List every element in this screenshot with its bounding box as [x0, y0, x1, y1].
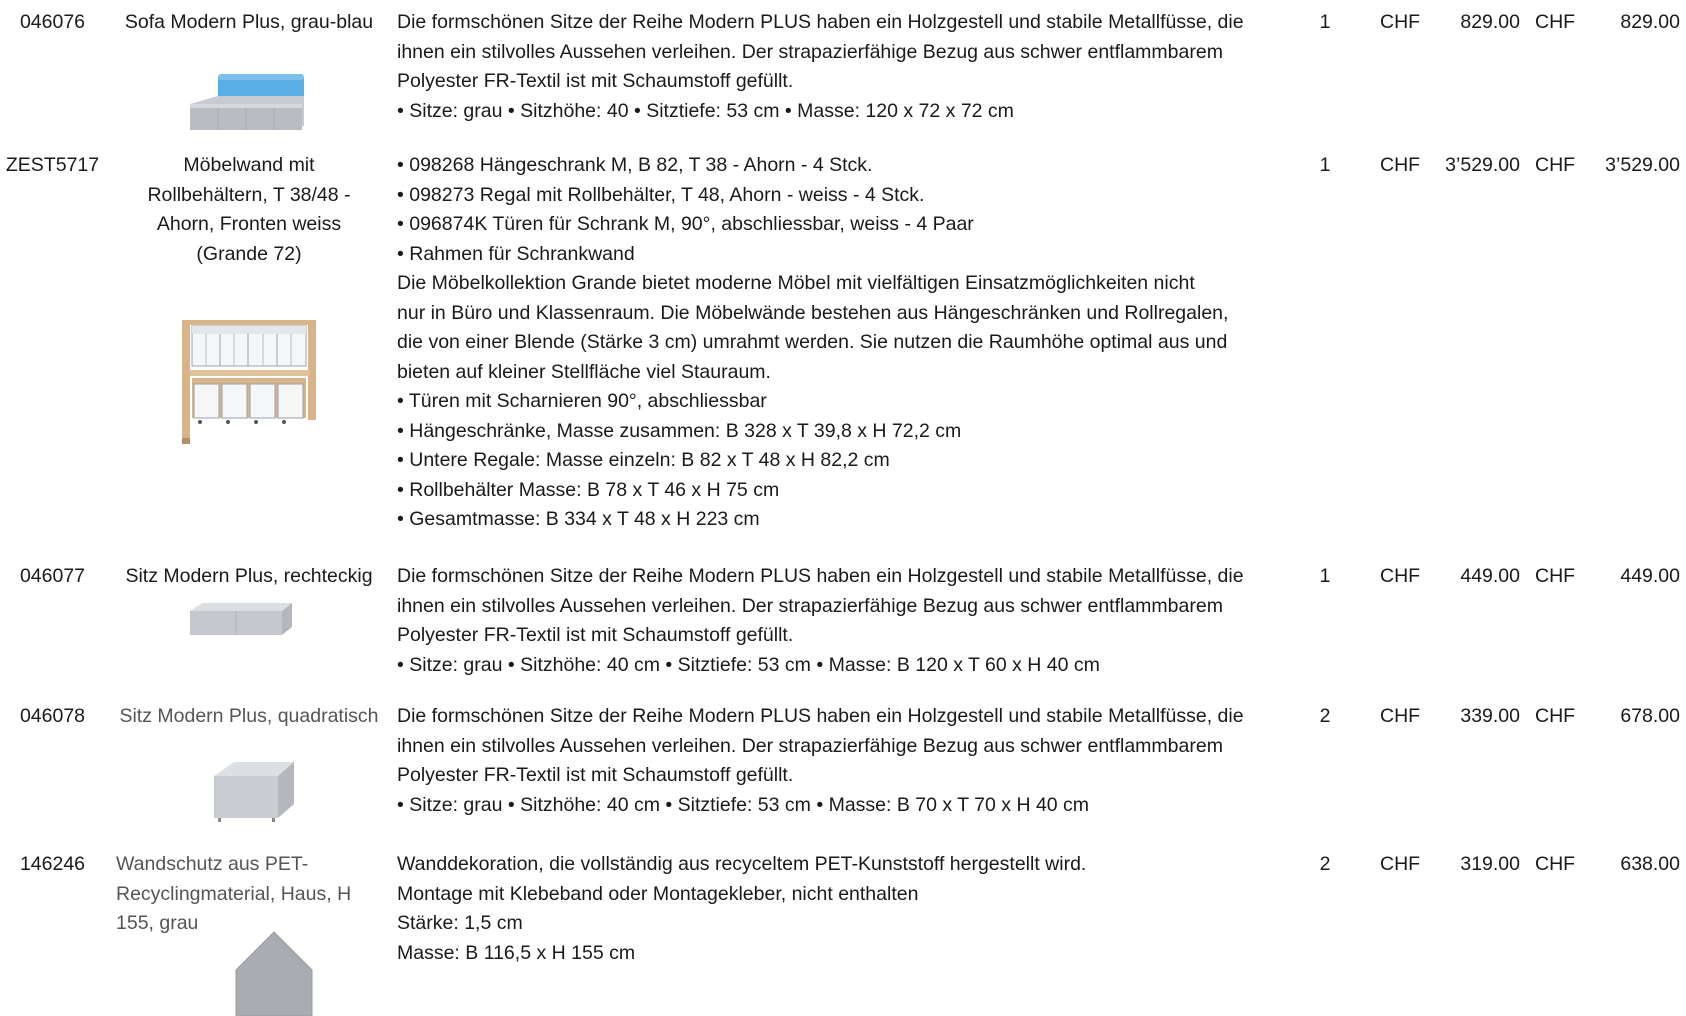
product-description: Wanddekoration, die vollständig aus recyceltem PET-Kunststoff hergestellt wird. Montage mit Klebeband oder Montagekleber, nicht enthalten Stärke: 1,5 cm Masse: B 116,5 x H 155 cm: [397, 853, 1087, 964]
product-name: Wandschutz aus PET- Recyclingmaterial, Haus, H 155, grau: [116, 853, 352, 934]
line-total: 449.00: [1620, 565, 1680, 587]
total-currency: CHF: [1535, 11, 1576, 33]
quantity: 2: [1319, 705, 1331, 727]
product-description: Die formschönen Sitze der Reihe Modern PLUS haben ein Holzgestell und stabile Metallfüsse, die ihnen ein stilvolles Aussehen verleihen. Der strapazierfähige Bezug aus schwer entflammbarem Polyester FR-Textil ist mit Schaumstoff gefüllt. • Sitze: grau • Sitzhöhe: 40 cm • Sitztiefe: 53 cm • Masse: B 120 x T 60 x H 40 cm: [397, 565, 1244, 676]
product-description: Die formschönen Sitze der Reihe Modern PLUS haben ein Holzgestell und stabile Metallfüsse, die ihnen ein stilvolles Aussehen verleihen. Der strapazierfähige Bezug aus schwer entflammbarem Polyester FR-Textil ist mit Schaumstoff gefüllt. • Sitze: grau • Sitzhöhe: 40 cm • Sitztiefe: 53 cm • Masse: B 70 x T 70 x H 40 cm: [397, 705, 1244, 816]
total-currency: CHF: [1535, 565, 1576, 587]
product-description: Die formschönen Sitze der Reihe Modern PLUS haben ein Holzgestell und stabile Metallfüsse, die ihnen ein stilvolles Aussehen verleihen. Der strapazierfähige Bezug aus schwer entflammbarem Polyester FR-Textil ist mit Schaumstoff gefüllt. • Sitze: grau • Sitzhöhe: 40 • Sitztiefe: 53 cm • Masse: 120 x 72 x 72 cm: [397, 11, 1244, 122]
article-number: 046076: [19, 11, 86, 33]
unit-price-currency: CHF: [1380, 705, 1421, 727]
house-wall-panel-product-image: [234, 930, 314, 1016]
unit-price-currency: CHF: [1380, 565, 1421, 587]
product-description: • 098268 Hängeschrank M, B 82, T 38 - Ahorn - 4 Stck. • 098273 Regal mit Rollbehälter, T 48, Ahorn - weiss - 4 Stck. • 096874K Türen für Schrank M, 90°, abschliessbar, weiss - 4 Paar • Rahmen für Schrankwand Die Möbelkollektion Grande bietet moderne Möbel mit vielfältigen Einsatzmöglichkeiten nicht nur in Büro und Klassenraum. Die Möbelwände bestehen aus Hängeschränken und Rollregalen, die von einer Blende (Stärke 3 cm) umrahmt werden. Sie nutzen die Raumhöhe optimal aus und bieten auf kleiner Stellfläche viel Stauraum. • Türen mit Scharnieren 90°, abschliessbar • Hängeschränke, Masse zusammen: B 328 x T 39,8 x H 72,2 cm • Untere Regale: Masse einzeln: B 82 x T 48 x H 82,2 cm • Rollbehälter Masse: B 78 x T 46 x H 75 cm • Gesamtmasse: B 334 x T 48 x H 223 cm: [397, 154, 1229, 530]
total-currency: CHF: [1535, 154, 1576, 176]
quantity: 1: [1319, 11, 1331, 33]
product-name: Sitz Modern Plus, quadratisch: [119, 705, 379, 727]
line-total: 678.00: [1620, 705, 1680, 727]
unit-price: 319.00: [1460, 853, 1520, 875]
line-total: 3’529.00: [1605, 154, 1680, 176]
quantity: 1: [1319, 565, 1331, 587]
line-total: 829.00: [1620, 11, 1680, 33]
sofa-product-image: [188, 72, 306, 132]
unit-price: 3’529.00: [1445, 154, 1520, 176]
unit-price-currency: CHF: [1380, 154, 1421, 176]
product-name: Sitz Modern Plus, rechteckig: [125, 565, 373, 587]
unit-price-currency: CHF: [1380, 11, 1421, 33]
article-number: ZEST5717: [5, 154, 100, 176]
unit-price: 339.00: [1460, 705, 1520, 727]
furniture-wall-product-image: [180, 318, 320, 446]
unit-price: 449.00: [1460, 565, 1520, 587]
square-seat-product-image: [208, 758, 298, 824]
quantity: 1: [1319, 154, 1331, 176]
unit-price-currency: CHF: [1380, 853, 1421, 875]
quantity: 2: [1319, 853, 1331, 875]
total-currency: CHF: [1535, 705, 1576, 727]
article-number: 046077: [19, 565, 86, 587]
product-name: Möbelwand mit Rollbehältern, T 38/48 - Ahorn, Fronten weiss (Grande 72): [147, 154, 351, 265]
line-total: 638.00: [1620, 853, 1680, 875]
rectangular-seat-product-image: [188, 599, 294, 639]
unit-price: 829.00: [1460, 11, 1520, 33]
article-number: 146246: [19, 853, 86, 875]
product-name: Sofa Modern Plus, grau-blau: [124, 11, 374, 33]
total-currency: CHF: [1535, 853, 1576, 875]
article-number: 046078: [19, 705, 86, 727]
